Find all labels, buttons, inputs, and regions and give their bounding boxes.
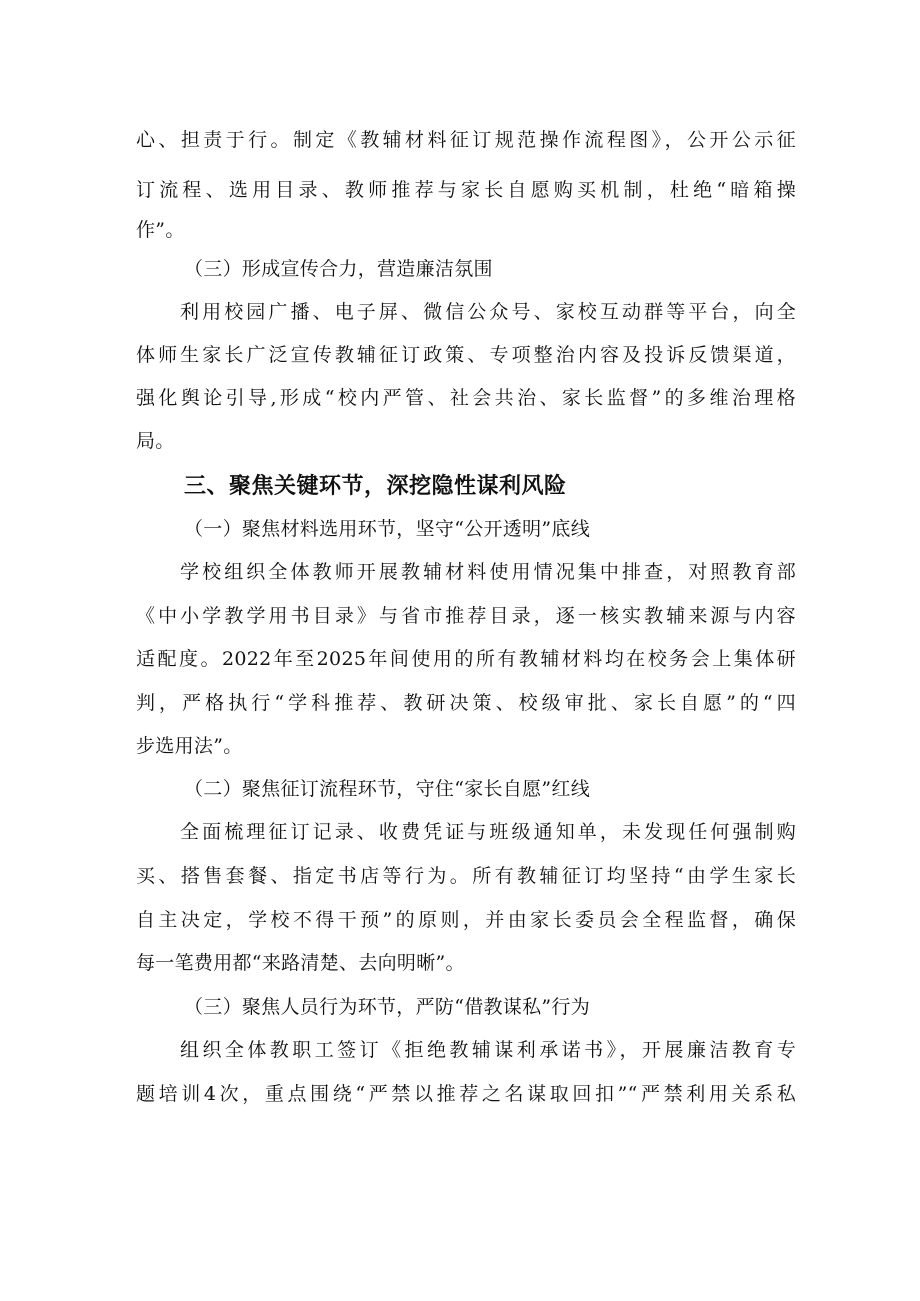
- paragraph-line: 局。: [136, 430, 175, 452]
- paragraph-line: 步选用法”。: [136, 735, 243, 757]
- section-heading: 三、聚焦关键环节，深挖隐性谋利风险: [184, 474, 567, 499]
- paragraph-line: 学校组织全体教师开展教辅材料使用情况集中排查，对照教育部: [180, 561, 796, 583]
- paragraph-line: 强化舆论引导,形成“校内严管、社会共治、家长监督”的多维治理格: [136, 387, 796, 409]
- section-subheading: （三）聚焦人员行为环节，严防“借教谋私”行为: [184, 996, 591, 1018]
- paragraph-line: 全面梳理征订记录、收费凭证与班级通知单，未发现任何强制购: [180, 821, 796, 843]
- section-subheading: （三）形成宣传合力，营造廉洁氛围: [184, 258, 493, 280]
- paragraph-line: 判，严格执行“学科推荐、教研决策、校级审批、家长自愿”的“四: [136, 692, 796, 714]
- section-subheading: （一）聚焦材料选用环节，坚守“公开透明”底线: [184, 518, 591, 540]
- paragraph-line: 订流程、选用目录、教师推荐与家长自愿购买机制，杜绝“暗箱操: [136, 179, 796, 201]
- paragraph-line: 《中小学教学用书目录》与省市推荐目录，逐一核实教辅来源与内容: [136, 605, 796, 627]
- paragraph-line: 利用校园广播、电子屏、微信公众号、家校互动群等平台，向全: [180, 301, 796, 323]
- paragraph-line: 体师生家长广泛宣传教辅征订政策、专项整治内容及投诉反馈渠道，: [136, 344, 796, 366]
- paragraph-line: 自主决定，学校不得干预”的原则，并由家长委员会全程监督，确保: [136, 909, 796, 931]
- paragraph-line: 题培训4次，重点围绕“严禁以推荐之名谋取回扣”“严禁利用关系私: [136, 1083, 796, 1105]
- section-subheading: （二）聚焦征订流程环节，守住“家长自愿”红线: [184, 778, 591, 800]
- paragraph-line: 每一笔费用都“来路清楚、去向明晰”。: [136, 952, 465, 974]
- paragraph-line: 适配度。2022年至2025年间使用的所有教辅材料均在校务会上集体研: [136, 648, 796, 670]
- paragraph-line: 心、担责于行。制定《教辅材料征订规范操作流程图》，公开公示征: [136, 129, 796, 151]
- paragraph-line: 买、搭售套餐、指定书店等行为。所有教辅征订均坚持“由学生家长: [136, 865, 796, 887]
- paragraph-line: 作”。: [136, 219, 185, 241]
- paragraph-line: 组织全体教职工签订《拒绝教辅谋利承诺书》，开展廉洁教育专: [180, 1039, 796, 1061]
